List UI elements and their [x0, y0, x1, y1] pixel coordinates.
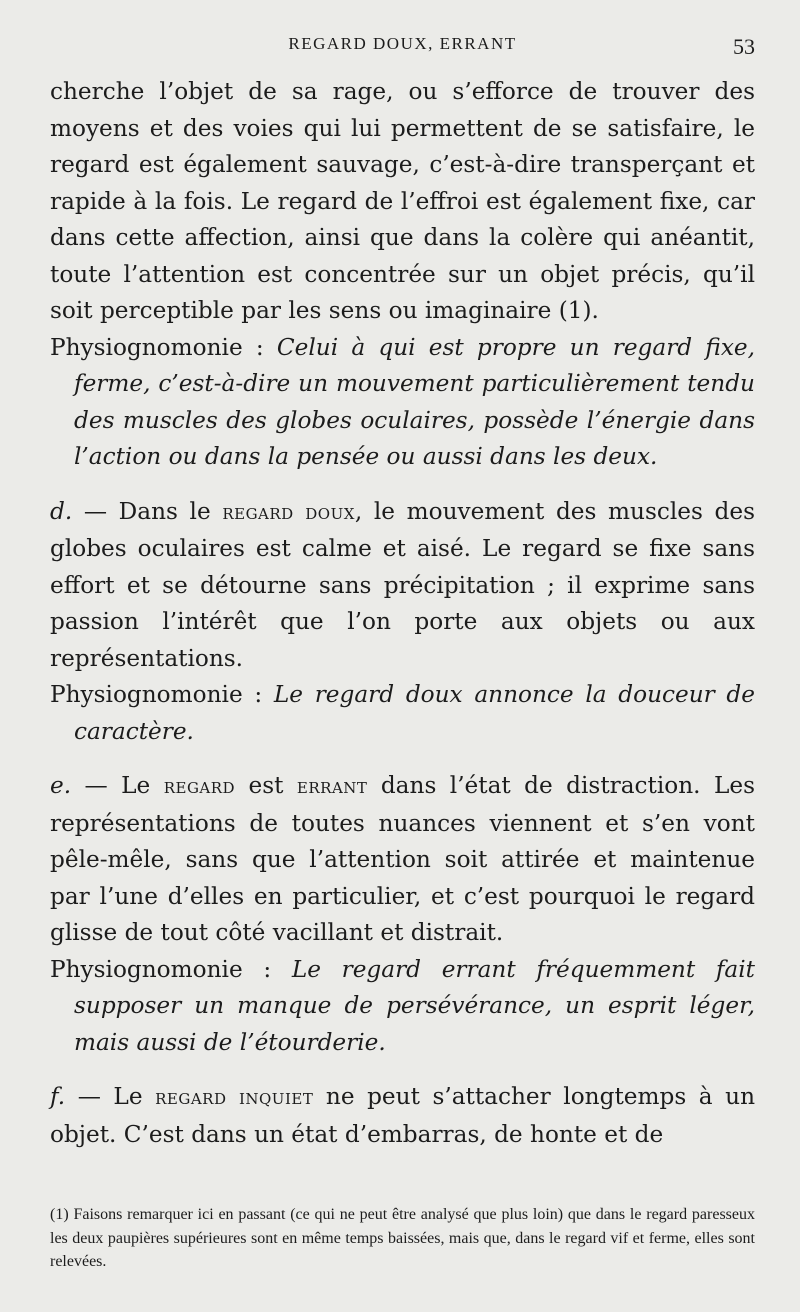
physio-label: Physiognomonie : [50, 681, 274, 708]
page-number: 53 [733, 34, 755, 59]
running-title: REGARD DOUX, ERRANT [288, 34, 517, 53]
physio-label: Physiognomonie : [50, 955, 292, 983]
physio-label: Physiognomonie : [50, 333, 277, 361]
body-text [50, 74, 755, 1153]
section-intro: — Dans le [72, 497, 223, 525]
section-intro: est [235, 772, 297, 799]
paragraph-continuation: cherche l’objet de sa rage, ou s’efforce de trouver des moyens et des voies qui lui permettent de se satisfaire, le regard est également sauvage, c’est-à-dire transperçant et rapide à la fois. Le regard de l’effroi est également fixe, car dans cette affection, ainsi que dans la colère qui anéantit, toute l’attention est concentrée sur un objet précis, qu’il soit perceptible par les sens ou imaginaire (1). [50, 78, 755, 324]
footnote-1: (1) Faisons remarquer ici en passant (ce qui ne peut être analysé que plus loin) que dans le regard paresseux les deux paupières supérieures sont en même temps baissées, mais que, dans le regard vif et ferme, elles sont relevées. [50, 1206, 755, 1270]
section-term: regard doux [222, 499, 355, 525]
section-term: regard [163, 774, 236, 799]
section-text: dans l’état de distraction. Les représentations de toutes nuances viennent et s’en vont pêle-mêle, sans que l’attention soit attirée et maintenue par l’une d’elles en particulier, et c’est pourquoi le regard glisse de tout côté vacillant et distrait. [50, 772, 755, 946]
page-header [50, 34, 755, 60]
section-letter: f. [50, 1083, 66, 1110]
section-d-regard-doux [50, 494, 755, 678]
section-e-regard-errant [50, 768, 755, 952]
section-intro: — Le [71, 772, 164, 799]
section-term: regard inquiet [155, 1085, 314, 1110]
section-intro: — Le [65, 1083, 156, 1110]
section-letter: d. [50, 497, 73, 525]
section-letter: e. [50, 772, 72, 799]
footnotes [50, 1203, 755, 1274]
section-text: , le mouvement des muscles des globes oculaires est calme et aisé. Le regard se fixe sans effort et se détourne sans précipitation ; il exprime sans passion l’intérêt que l’on porte aux objets ou aux représentations. [50, 497, 755, 672]
physio-text: Le regard errant fréquemment fait supposer un manque de persévérance, un esprit léger, mais aussi de l’étourderie. [74, 955, 755, 1056]
physiognomonie-wandering-gaze [50, 952, 755, 1062]
physiognomonie-soft-gaze [50, 677, 755, 750]
physio-text: Le regard doux annonce la douceur de caractère. [74, 681, 755, 745]
section-term: errant [296, 774, 368, 799]
physio-text: Celui à qui est propre un regard fixe, ferme, c’est-à-dire un mouvement particulièrement tendu des muscles des globes oculaires, possède l’énergie dans l’action ou dans la pensée ou aussi dans les deux. [74, 333, 755, 470]
section-text: ne peut s’attacher longtemps à un objet. C’est dans un état d’embarras, de honte et de [50, 1083, 756, 1148]
physiognomonie-fixed-gaze [50, 330, 755, 476]
section-f-regard-inquiet [50, 1079, 755, 1153]
